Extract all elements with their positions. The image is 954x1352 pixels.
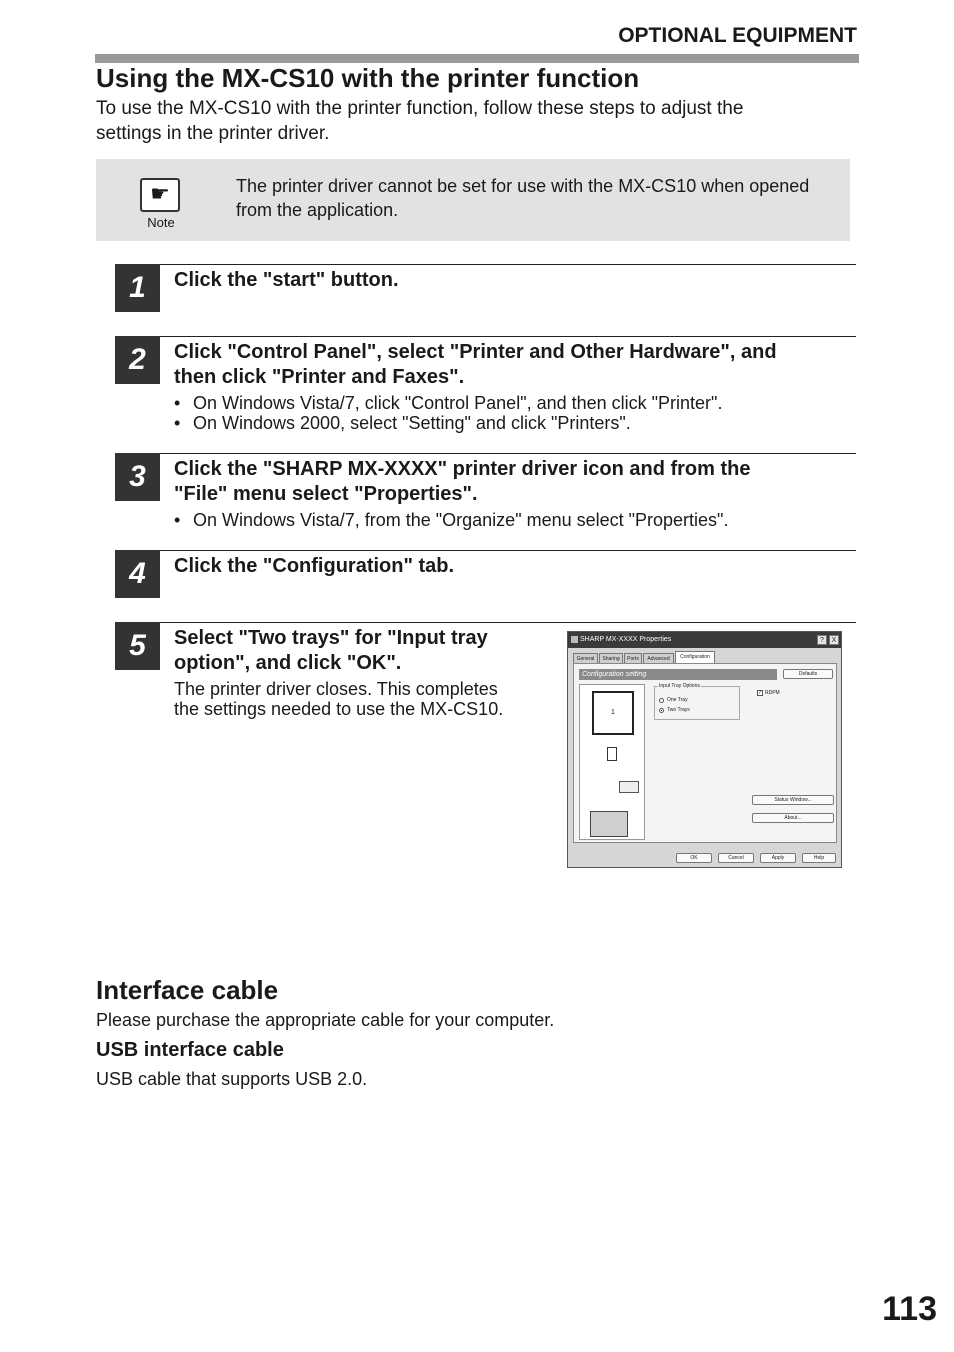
- step-title-line: Select "Two trays" for "Input tray: [174, 627, 488, 649]
- section-header: OPTIONAL EQUIPMENT: [618, 24, 857, 47]
- step-rule: [160, 264, 856, 265]
- interface-text: Please purchase the appropriate cable for your computer.: [96, 1010, 555, 1030]
- step-title: [174, 626, 488, 676]
- configuration-panel: [573, 663, 837, 843]
- step-body-line: the settings needed to use the MX-CS10.: [174, 699, 504, 719]
- ok-button[interactable]: OK: [676, 853, 712, 863]
- step-title-line: option", and click "OK".: [174, 652, 402, 674]
- step-title: [174, 457, 750, 507]
- tray-paper: 1: [592, 691, 634, 735]
- step-rule: [160, 453, 856, 454]
- header-rule: [95, 54, 859, 63]
- input-tray-group-label: Input Tray Options: [659, 683, 700, 689]
- apply-button[interactable]: Apply: [760, 853, 796, 863]
- bullet-item: • On Windows Vista/7, click "Control Panel", and then click "Printer".: [174, 393, 722, 413]
- note-label: Note: [147, 215, 175, 230]
- about-button[interactable]: About...: [752, 813, 834, 823]
- page-title: Using the MX-CS10 with the printer function: [96, 63, 640, 93]
- input-tray-group: [654, 686, 740, 720]
- note-line: from the application.: [236, 200, 399, 220]
- intro-line: To use the MX-CS10 with the printer function, follow these steps to adjust the: [96, 98, 744, 119]
- step-bullets: [174, 510, 728, 530]
- step-number: 4: [115, 550, 160, 598]
- copier-icon: [590, 811, 628, 837]
- step-number: 1: [115, 264, 160, 312]
- staple-icon: [619, 781, 639, 793]
- step-number: 5: [115, 622, 160, 670]
- printer-icon: [571, 636, 578, 643]
- note-line: The printer driver cannot be set for use with the MX-CS10 when opened: [236, 176, 810, 196]
- step-body-line: The printer driver closes. This completes: [174, 679, 498, 699]
- step-title-line: Click the "SHARP MX-XXXX" printer driver icon and from the: [174, 458, 751, 480]
- help-title-button[interactable]: ?: [817, 635, 827, 645]
- step-title-line: Click the "Configuration" tab.: [174, 555, 455, 577]
- cancel-button[interactable]: Cancel: [718, 853, 754, 863]
- tab-general[interactable]: General: [573, 653, 598, 663]
- tab-sharing[interactable]: Sharing: [599, 653, 623, 663]
- one-tray-radio[interactable]: [659, 698, 664, 703]
- step-rule: [160, 622, 856, 623]
- two-trays-label: Two Trays: [667, 707, 690, 713]
- interface-title: Interface cable: [96, 975, 279, 1005]
- step-title-line: "File" menu select "Properties".: [174, 483, 478, 505]
- rdpm-label: RDPM: [765, 690, 780, 696]
- printer-preview: [579, 684, 645, 840]
- tab-ports[interactable]: Ports: [624, 653, 642, 663]
- step-title-line: Click "Control Panel", select "Printer and Other Hardware", and: [174, 341, 777, 363]
- tab-configuration[interactable]: Configuration: [675, 651, 715, 663]
- pointing-hand-icon: ☛: [140, 178, 180, 212]
- usb-text: USB cable that supports USB 2.0.: [96, 1069, 368, 1089]
- step-number: 2: [115, 336, 160, 384]
- step-rule: [160, 550, 856, 551]
- dialog-title: SHARP MX-XXXX Properties: [580, 636, 672, 643]
- properties-dialog: [567, 631, 842, 868]
- step-body: [174, 679, 554, 719]
- two-trays-radio[interactable]: [659, 708, 664, 713]
- step-title-line: then click "Printer and Faxes".: [174, 366, 465, 388]
- tab-advanced[interactable]: Advanced: [643, 653, 674, 663]
- step-title: [174, 340, 777, 390]
- step-title: [174, 268, 399, 293]
- defaults-button[interactable]: Defaults: [783, 669, 833, 679]
- step-title-line: Click the "start" button.: [174, 269, 399, 291]
- intro-text: [96, 96, 836, 146]
- document-icon: [607, 747, 617, 761]
- step-number: 3: [115, 453, 160, 501]
- one-tray-label: One Tray: [667, 697, 688, 703]
- close-title-button[interactable]: X: [829, 635, 839, 645]
- bullet-item: • On Windows Vista/7, from the "Organize" menu select "Properties".: [174, 510, 728, 530]
- step-bullets: [174, 393, 722, 433]
- status-window-button[interactable]: Status Window...: [752, 795, 834, 805]
- rdpm-checkbox[interactable]: ✓: [758, 690, 763, 696]
- dialog-title-bar: [568, 632, 841, 648]
- step-title: [174, 554, 454, 579]
- help-button[interactable]: Help: [802, 853, 836, 863]
- page-number: 113: [882, 1290, 937, 1328]
- configuration-header: Configuration setting: [579, 669, 777, 680]
- note-text: [236, 174, 846, 222]
- intro-line: settings in the printer driver.: [96, 123, 330, 144]
- bullet-item: • On Windows 2000, select "Setting" and click "Printers".: [174, 413, 722, 433]
- usb-subtitle: USB interface cable: [96, 1039, 284, 1061]
- step-rule: [160, 336, 856, 337]
